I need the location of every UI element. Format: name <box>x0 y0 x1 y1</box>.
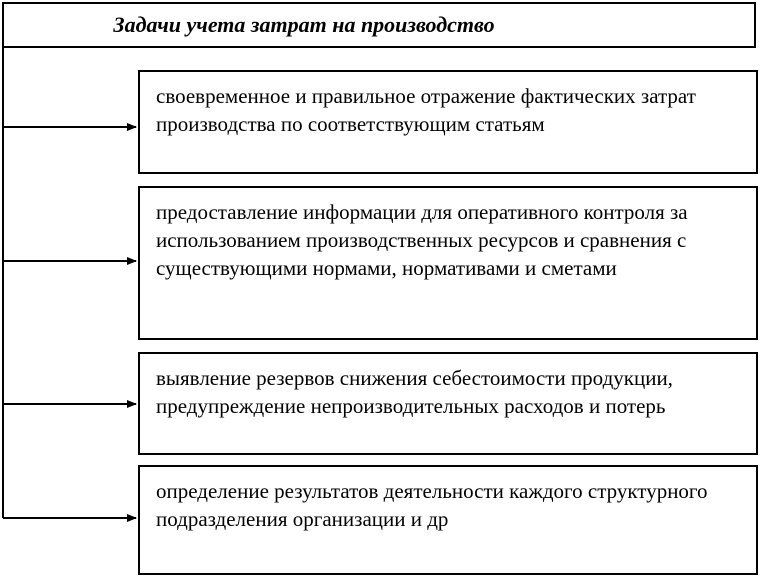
task-text-1: своевременное и правильное отражение фактических затрат производства по соответствующим статьям <box>156 84 696 136</box>
task-text-4: определение результатов деятельности каждого структурного подразделения организации и др <box>156 479 708 531</box>
task-text-2: предоставление информации для оперативного контроля за использованием производственных ресурсов и сравнения с существующими нормами, нормативами и сметами <box>156 200 688 280</box>
task-box-4 <box>138 465 758 575</box>
task-box-2 <box>138 186 758 340</box>
task-box-1 <box>138 70 758 174</box>
task-text-3: выявление резервов снижения себестоимости продукции, предупреждение непроизводительных расходов и потерь <box>156 366 673 418</box>
diagram-title: Задачи учета затрат на производство <box>113 12 495 37</box>
task-box-3 <box>138 352 758 455</box>
